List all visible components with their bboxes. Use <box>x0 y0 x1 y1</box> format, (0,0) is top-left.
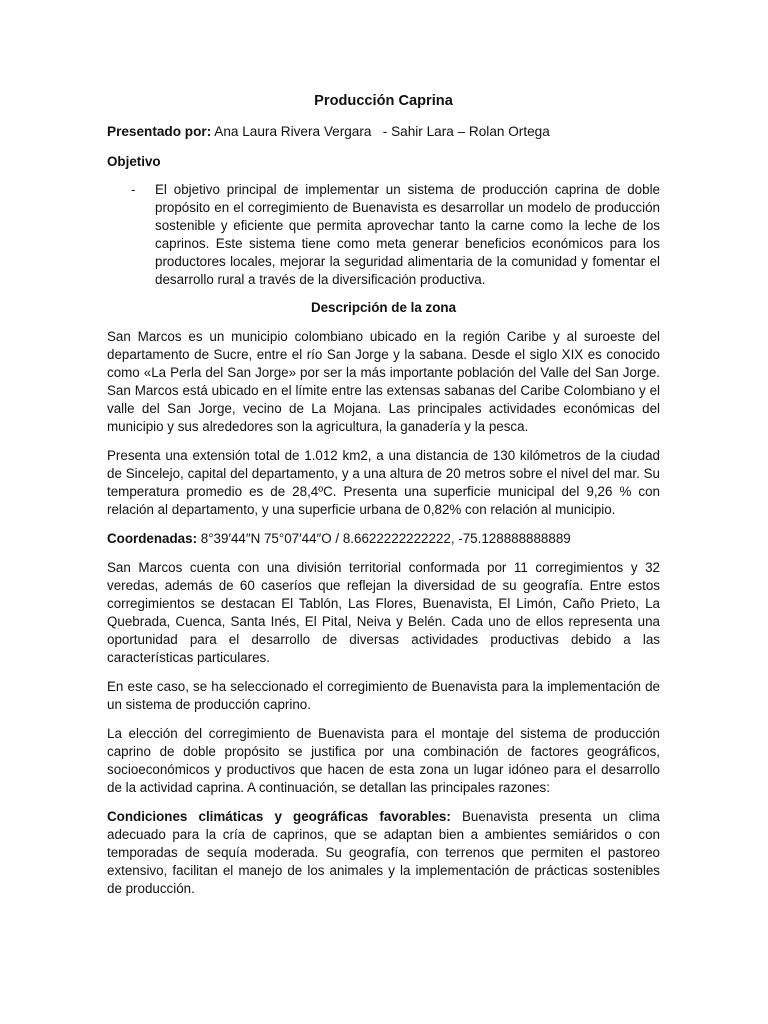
presenter-names: Ana Laura Rivera Vergara - Sahir Lara – Rolan Ortega <box>211 124 550 139</box>
zone-heading: Descripción de la zona <box>310 300 457 315</box>
conditions-text: Buenavista presenta un clima adecuado para la cría de caprinos, que se adaptan bien a ambientes semiáridos o con temporadas de sequía moderada. Su geografía, con terrenos que permiten el pastoreo extensivo, facilitan el manejo de los animales y la implementación de prácticas sostenibles de producción. <box>107 809 660 896</box>
zone-paragraph-3: San Marcos cuenta con una división territorial conformada por 11 corregimientos y 32 veredas, además de 60 caseríos que reflejan la diversidad de su geografía. Entre estos corregimientos se destacan El Tablón, Las Flores, Buenavista, El Limón, Caño Prieto, La Quebrada, Cuenca, Santa Inés, El Pital, Neiva y Belén. Cada uno de ellos representa una oportunidad para el desarrollo de diversas actividades productivas debido a las características particulares. <box>107 560 660 665</box>
objective-text: El objetivo principal de implementar un sistema de producción caprina de doble propósito en el corregimiento de Buenavista es desarrollar un modelo de producción sostenible y eficiente que permita aprovechar tanto la carne como la leche de los caprinos. Este sistema tiene como meta generar beneficios económicos para los productores locales, mejorar la seguridad alimentaria de la comunidad y fomentar el desarrollo rural a través de la diversificación productiva. <box>155 182 660 287</box>
zone-paragraph-4: En este caso, se ha seleccionado el corregimiento de Buenavista para la implementación de un sistema de producción caprino. <box>107 679 660 712</box>
objective-bullet <box>107 181 660 289</box>
zone-paragraph-1: San Marcos es un municipio colombiano ubicado en la región Caribe y al suroeste del departamento de Sucre, entre el río San Jorge y la sabana. Desde el siglo XIX es conocido como «La Perla del San Jorge» por ser la más importante población del Valle del San Jorge. San Marcos está ubicado en el límite entre las extensas sabanas del Caribe Colombiano y el valle del San Jorge, vecino de La Mojana. Las principales actividades económicas del municipio y sus alrededores son la agricultura, la ganadería y la pesca. <box>107 329 660 434</box>
zone-paragraph-5: La elección del corregimiento de Buenavista para el montaje del sistema de producción caprino de doble propósito se justifica por una combinación de factores geográficos, socioeconómicos y productivos que hacen de esta zona un lugar idóneo para el desarrollo de la actividad caprina. A continuación, se detallan las principales razones: <box>107 726 660 795</box>
conditions-paragraph <box>107 808 660 898</box>
presenter-line <box>107 123 660 141</box>
objective-heading: Objetivo <box>107 154 161 169</box>
bullet-marker: - <box>131 182 136 197</box>
document-page <box>107 92 660 909</box>
conditions-label: Condiciones climáticas y geográficas favorables: <box>107 809 451 824</box>
coordinates-line <box>107 530 660 548</box>
document-title: Producción Caprina <box>314 93 453 109</box>
presenter-label: Presentado por: <box>107 124 212 139</box>
coordinates-value: 8°39′44″N 75°07′44″O / 8.6622222222222, -75.128888888889 <box>197 531 571 546</box>
coordinates-label: Coordenadas: <box>107 531 198 546</box>
zone-paragraph-2: Presenta una extensión total de 1.012 km2, a una distancia de 130 kilómetros de la ciudad de Sincelejo, capital del departamento, y a una altura de 20 metros sobre el nivel del mar. Su temperatura promedio es de 28,4ºC. Presenta una superficie municipal del 9,26 % con relación al departamento, y una superficie urbana de 0,82% con relación al municipio. <box>107 448 660 517</box>
